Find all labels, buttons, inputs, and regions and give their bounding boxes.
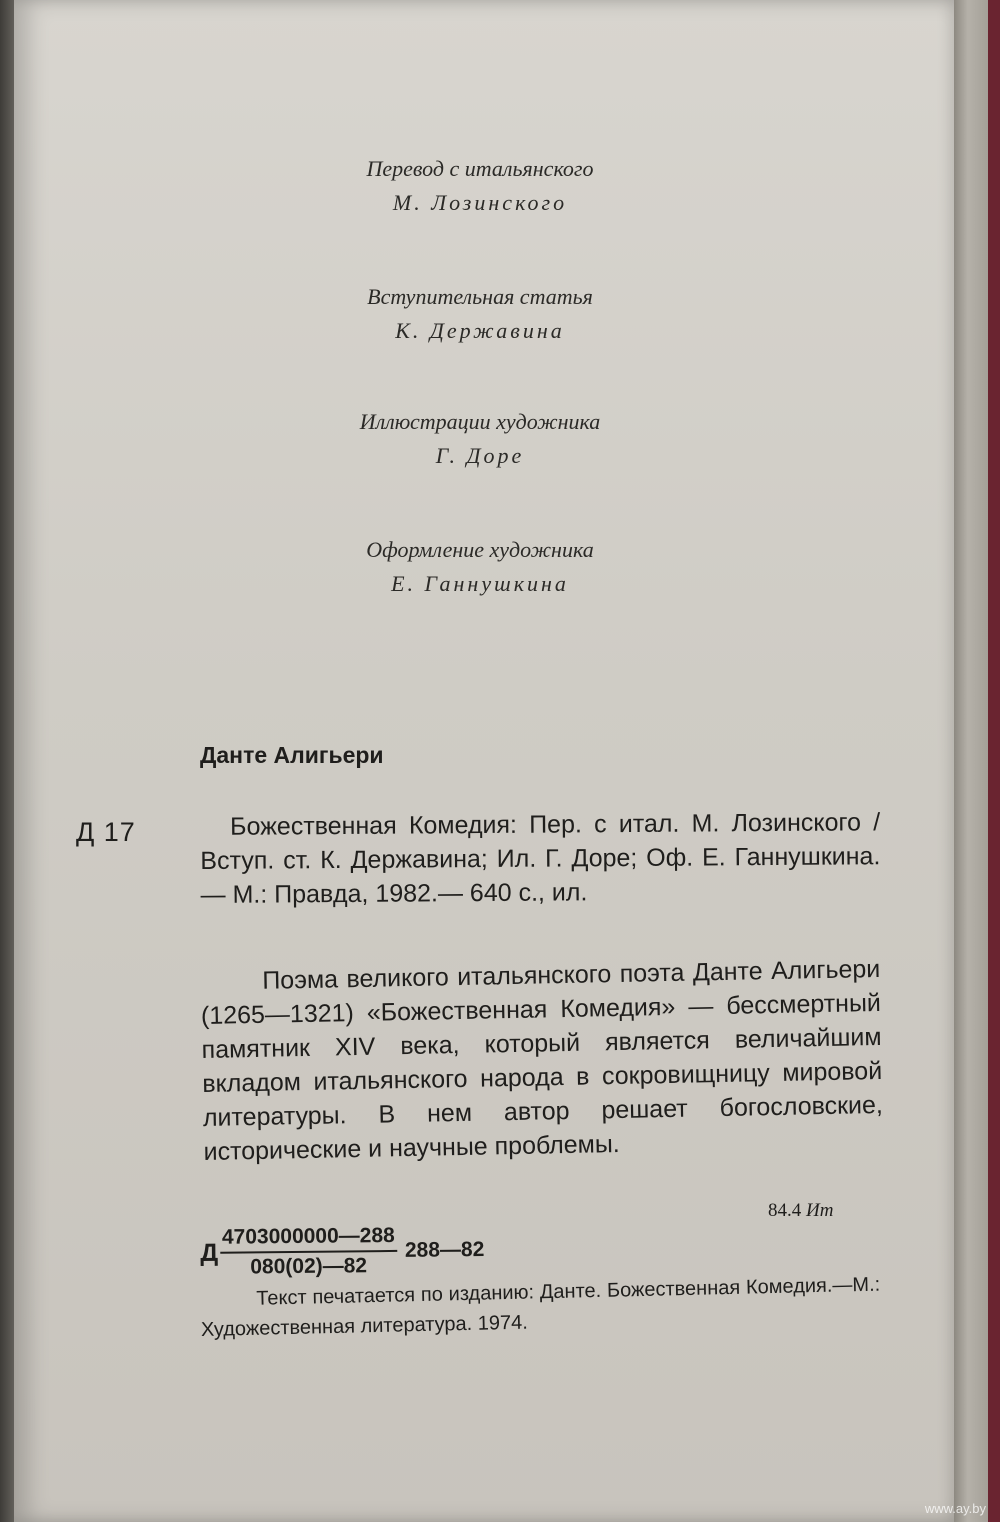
publication-code bbox=[200, 1223, 485, 1280]
credit-role: Оформление художника bbox=[366, 537, 594, 562]
credit-name: Е. Ганнушкина bbox=[391, 571, 569, 596]
credit-design bbox=[0, 533, 960, 601]
catalog-author: Данте Алигьери bbox=[200, 742, 384, 768]
book-cover-edge bbox=[988, 0, 1000, 1522]
classification-number bbox=[768, 1200, 833, 1222]
code-numerator: 4703000000—288 bbox=[220, 1224, 397, 1254]
code-suffix: 288—82 bbox=[404, 1238, 485, 1262]
classification-digits: 84.4 bbox=[768, 1200, 802, 1221]
credit-role: Вступительная статья bbox=[367, 284, 593, 309]
source-note: Текст печатается по изданию: Данте. Божественная Комедия.—М.: Художественная литература. 1974. bbox=[200, 1273, 881, 1341]
code-denominator: 080(02)—82 bbox=[250, 1254, 368, 1279]
credit-name: М. Лозинского bbox=[392, 190, 568, 215]
catalog-description: Божественная Комедия: Пер. с итал. М. Лозинского / Вступ. ст. К. Державина; Ил. Г. Доре; Оф. Е. Ганнушкина.— М.: Правда, 1982.— 640 с., ил. bbox=[200, 808, 881, 909]
credit-role: Перевод с итальянского bbox=[366, 156, 594, 181]
credit-translator bbox=[0, 152, 960, 220]
credit-name: Г. Доре bbox=[435, 443, 525, 468]
watermark: www.ay.by bbox=[924, 1501, 986, 1516]
catalog-abstract: Поэма великого итальянского поэта Данте Алигьери (1265—1321) «Божественная Комедия» — бессмертный памятник XIV века, который является величайшим вкладом итальянского народа в сокровищницу мировой литературы. В нем автор решает богословские, исторические и научные проблемы. bbox=[200, 954, 884, 1166]
credit-illustrations bbox=[0, 405, 960, 473]
credit-role: Иллюстрации художника bbox=[359, 409, 601, 434]
code-fraction bbox=[220, 1224, 397, 1280]
credit-introduction bbox=[0, 280, 960, 348]
classification-suffix: Ит bbox=[806, 1200, 834, 1221]
catalog-index-mark: Д 17 bbox=[76, 817, 136, 847]
credit-name: К. Державина bbox=[395, 318, 565, 343]
code-prefix: Д bbox=[200, 1238, 219, 1267]
